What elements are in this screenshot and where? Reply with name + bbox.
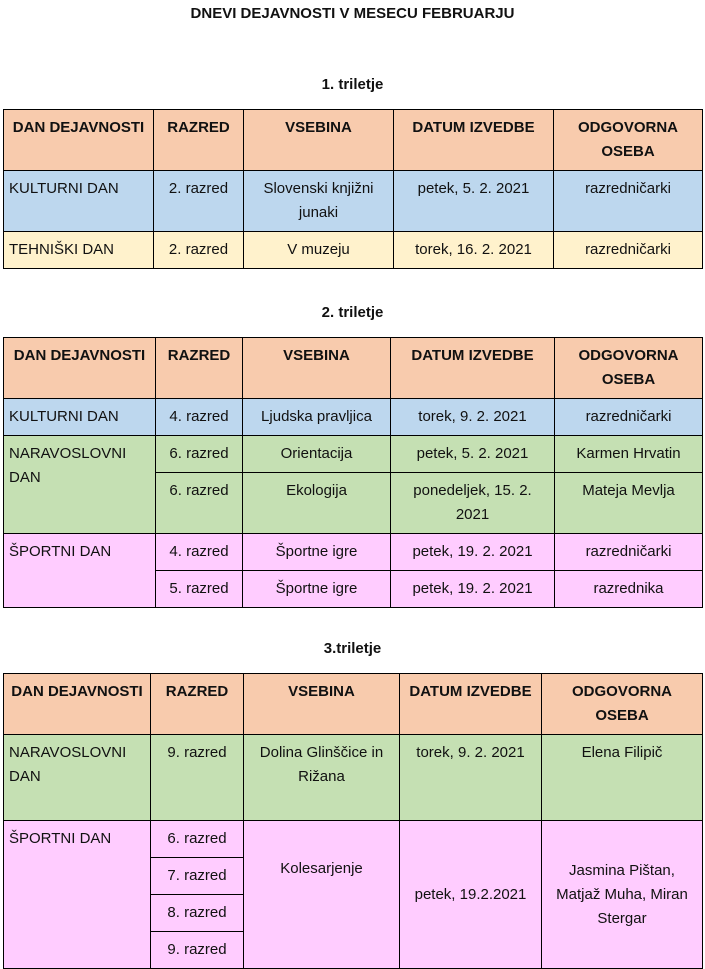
table-header-row xyxy=(4,110,703,171)
cell-datum: torek, 16. 2. 2021 xyxy=(394,232,554,269)
page-title: DNEVI DEJAVNOSTI V MESECU FEBRUARJU xyxy=(190,5,515,22)
cell-oseba: Mateja Mevlja xyxy=(555,473,703,534)
cell-dan: KULTURNI DAN xyxy=(4,171,154,232)
cell-vsebina: Športne igre xyxy=(243,571,391,608)
cell-oseba: razredničarki xyxy=(555,399,703,436)
cell-datum: torek, 9. 2. 2021 xyxy=(400,735,542,821)
header-datum: DATUM IZVEDBE xyxy=(394,110,554,171)
cell-oseba: Jasmina Pištan, Matjaž Muha, Miran Stergar xyxy=(542,821,703,969)
table-section-1 xyxy=(3,109,703,269)
cell-razred: 2. razred xyxy=(154,171,244,232)
cell-dan: TEHNIŠKI DAN xyxy=(4,232,154,269)
header-vsebina: VSEBINA xyxy=(243,338,391,399)
cell-oseba: razredničarki xyxy=(555,534,703,571)
header-vsebina: VSEBINA xyxy=(244,674,400,735)
cell-razred: 6. razred xyxy=(156,473,243,534)
table-row xyxy=(4,399,703,436)
section-1-title: 1. triletje xyxy=(321,76,384,93)
cell-razred: 6. razred xyxy=(156,436,243,473)
cell-razred: 7. razred xyxy=(151,858,244,895)
cell-datum: petek, 5. 2. 2021 xyxy=(391,436,555,473)
section-2-title: 2. triletje xyxy=(321,304,384,321)
header-razred: RAZRED xyxy=(154,110,244,171)
header-oseba: ODGOVORNA OSEBA xyxy=(555,338,703,399)
header-dan: DAN DEJAVNOSTI xyxy=(4,674,151,735)
cell-vsebina: Orientacija xyxy=(243,436,391,473)
cell-dan: ŠPORTNI DAN xyxy=(4,534,156,608)
header-oseba: ODGOVORNA OSEBA xyxy=(542,674,703,735)
header-razred: RAZRED xyxy=(151,674,244,735)
cell-razred: 9. razred xyxy=(151,932,244,969)
cell-datum: torek, 9. 2. 2021 xyxy=(391,399,555,436)
cell-dan: ŠPORTNI DAN xyxy=(4,821,151,969)
header-oseba: ODGOVORNA OSEBA xyxy=(554,110,703,171)
table-row xyxy=(4,436,703,473)
cell-vsebina: Športne igre xyxy=(243,534,391,571)
table-header-row xyxy=(4,338,703,399)
section-3-title: 3.triletje xyxy=(323,640,382,657)
cell-dan: NARAVOSLOVNI DAN xyxy=(4,735,151,821)
cell-oseba: razredničarki xyxy=(554,232,703,269)
table-row xyxy=(4,735,703,821)
cell-vsebina: Kolesarjenje xyxy=(244,821,400,969)
table-section-2 xyxy=(3,337,703,608)
header-dan: DAN DEJAVNOSTI xyxy=(4,338,156,399)
cell-vsebina: V muzeju xyxy=(244,232,394,269)
table-row xyxy=(4,534,703,571)
header-dan: DAN DEJAVNOSTI xyxy=(4,110,154,171)
table-header-row xyxy=(4,674,703,735)
table-row xyxy=(4,821,703,858)
table-row xyxy=(4,232,703,269)
header-vsebina: VSEBINA xyxy=(244,110,394,171)
cell-oseba: Karmen Hrvatin xyxy=(555,436,703,473)
header-datum: DATUM IZVEDBE xyxy=(391,338,555,399)
cell-datum: petek, 19.2.2021 xyxy=(400,821,542,969)
cell-razred: 9. razred xyxy=(151,735,244,821)
cell-oseba: razrednika xyxy=(555,571,703,608)
cell-vsebina: Slovenski knjižni junaki xyxy=(244,171,394,232)
cell-razred: 5. razred xyxy=(156,571,243,608)
cell-datum: petek, 5. 2. 2021 xyxy=(394,171,554,232)
cell-vsebina: Ljudska pravljica xyxy=(243,399,391,436)
cell-oseba: razredničarki xyxy=(554,171,703,232)
cell-vsebina: Dolina Glinščice in Rižana xyxy=(244,735,400,821)
cell-datum: ponedeljek, 15. 2. 2021 xyxy=(391,473,555,534)
cell-razred: 6. razred xyxy=(151,821,244,858)
cell-razred: 8. razred xyxy=(151,895,244,932)
cell-dan: KULTURNI DAN xyxy=(4,399,156,436)
cell-datum: petek, 19. 2. 2021 xyxy=(391,571,555,608)
cell-datum: petek, 19. 2. 2021 xyxy=(391,534,555,571)
header-razred: RAZRED xyxy=(156,338,243,399)
table-section-3 xyxy=(3,673,703,969)
cell-razred: 2. razred xyxy=(154,232,244,269)
cell-oseba: Elena Filipič xyxy=(542,735,703,821)
cell-dan: NARAVOSLOVNI DAN xyxy=(4,436,156,534)
table-row xyxy=(4,171,703,232)
header-datum: DATUM IZVEDBE xyxy=(400,674,542,735)
cell-razred: 4. razred xyxy=(156,399,243,436)
cell-vsebina: Ekologija xyxy=(243,473,391,534)
cell-razred: 4. razred xyxy=(156,534,243,571)
